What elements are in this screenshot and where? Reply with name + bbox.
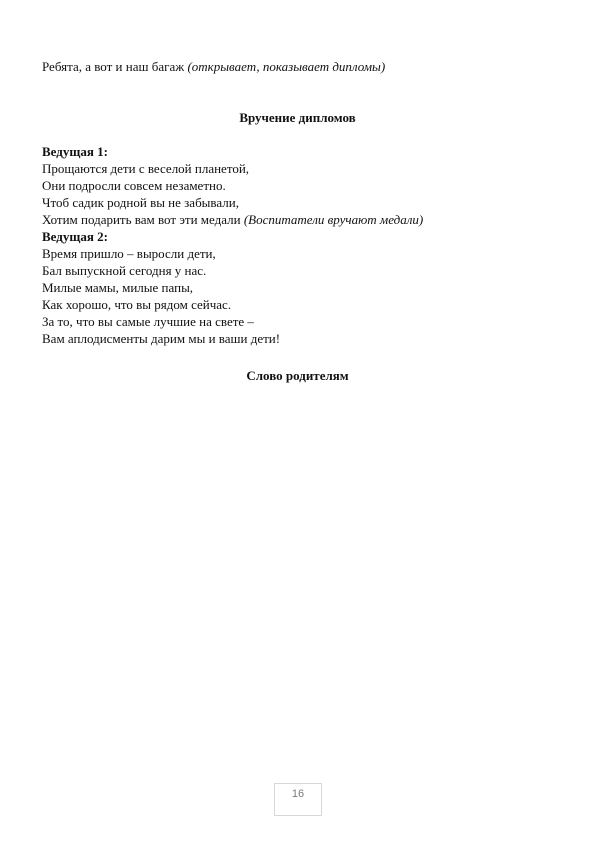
speaker1-line-4: [42, 212, 423, 228]
speaker2-line-5: За то, что вы самые лучшие на свете –: [42, 314, 254, 329]
intro-stage-note: (открывает, показывает дипломы): [187, 59, 386, 74]
speaker1-line-1: Прощаются дети с веселой планетой,: [42, 161, 250, 176]
page-number: 16: [274, 783, 322, 816]
intro-text: Ребята, а вот и наш багаж: [42, 59, 188, 74]
speaker2-line-6: Вам аплодисменты дарим мы и ваши дети!: [42, 331, 281, 346]
speaker1-line-4-text: Хотим подарить вам вот эти медали: [42, 212, 244, 227]
speaker1-line-3: Чтоб садик родной вы не забывали,: [42, 195, 239, 210]
speaker1-line-2: Они подросли совсем незаметно.: [42, 178, 226, 193]
section-title-parents: Слово родителям: [246, 368, 349, 383]
speaker2-line-4: Как хорошо, что вы рядом сейчас.: [42, 297, 232, 312]
speaker1-name: Ведущая 1:: [42, 144, 108, 159]
speaker2-line-2: Бал выпускной сегодня у нас.: [42, 263, 207, 278]
section-title-diplomas: Вручение дипломов: [239, 110, 356, 125]
speaker2-line-3: Милые мамы, милые папы,: [42, 280, 194, 295]
speaker1-stage-note: (Воспитатели вручают медали): [243, 212, 424, 227]
speaker2-name: Ведущая 2:: [42, 229, 108, 244]
speaker2-line-1: Время пришло – выросли дети,: [42, 246, 216, 261]
intro-line: [42, 59, 385, 75]
